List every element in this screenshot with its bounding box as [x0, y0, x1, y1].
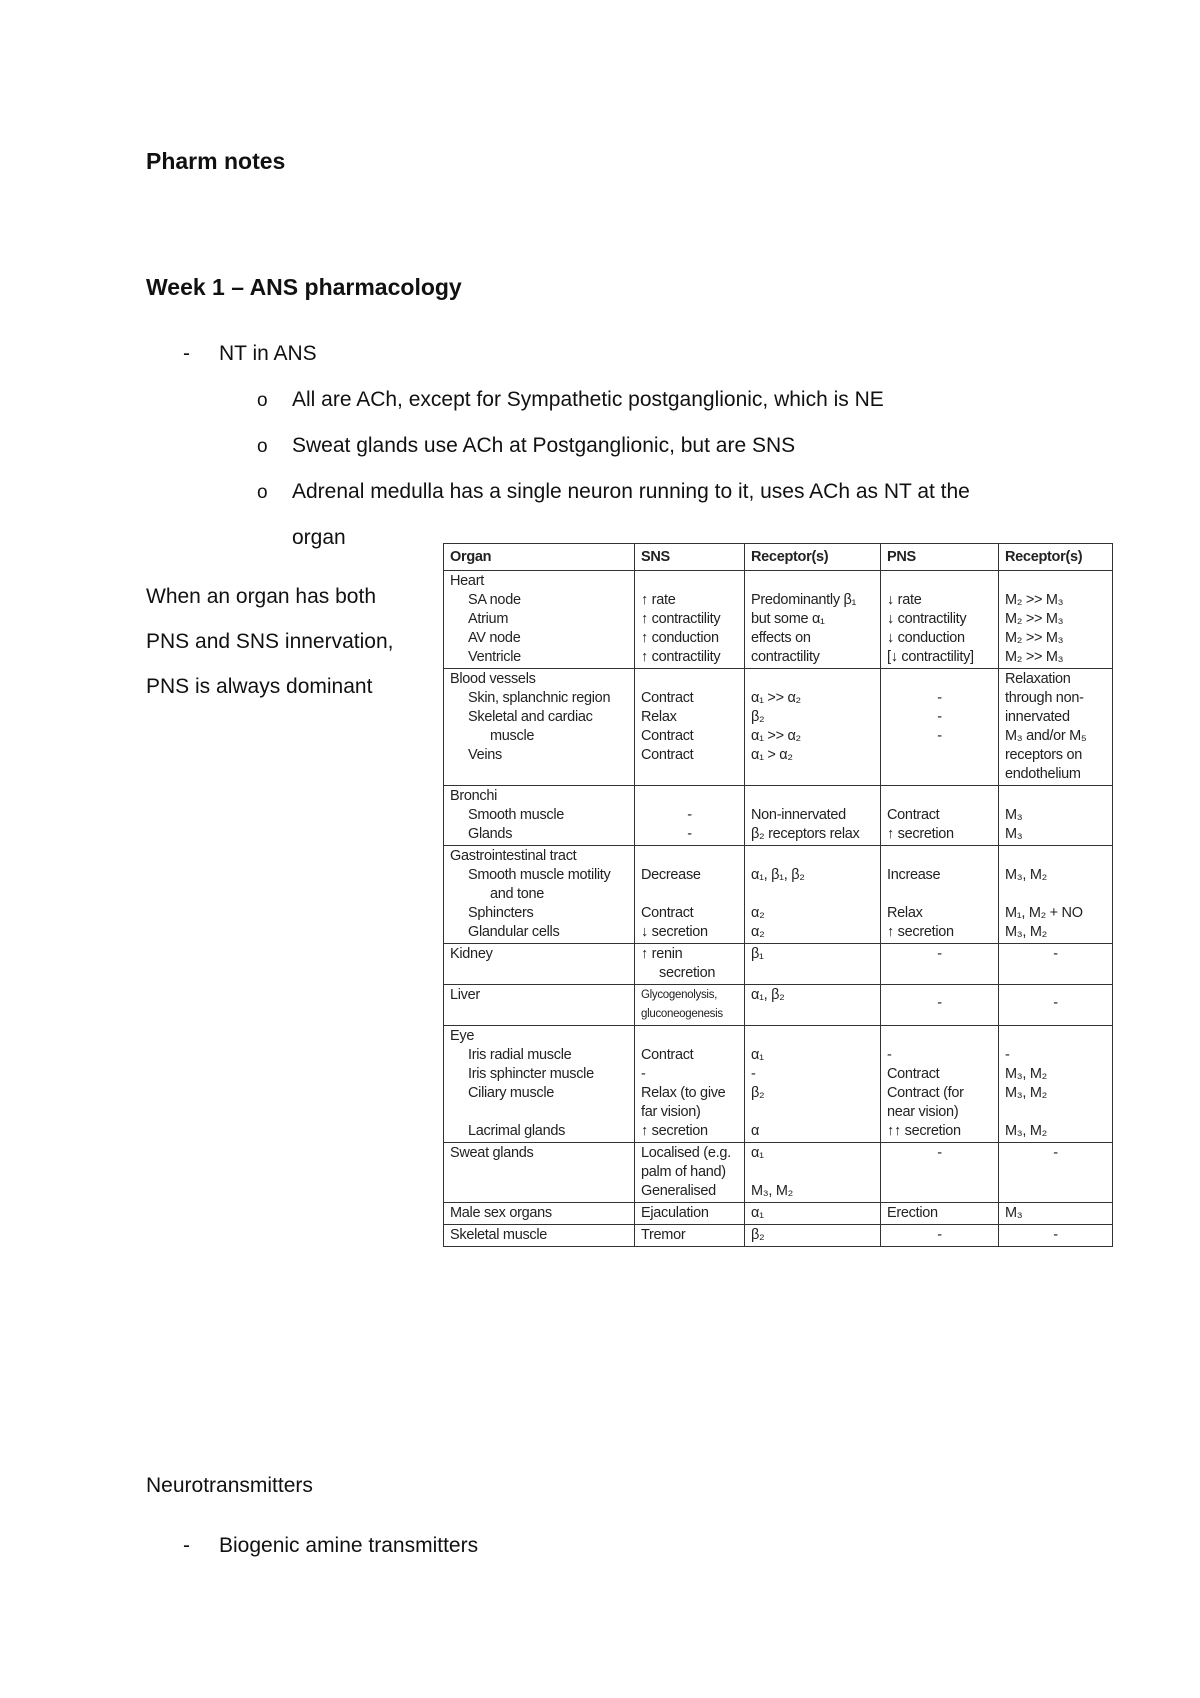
- pns-effect: Increase: [887, 867, 941, 883]
- receptor-pns-cell: [999, 944, 1113, 985]
- receptor-text: M₃, M₂: [1005, 1123, 1047, 1139]
- receptor-text: α₁: [751, 1145, 764, 1161]
- receptor-text: α: [751, 1123, 760, 1139]
- receptor-pns-cell: [999, 985, 1113, 1026]
- receptor-text: β₂: [751, 1085, 765, 1101]
- receptor-text: through non-: [1005, 690, 1084, 706]
- receptor-text: β₁: [751, 946, 764, 962]
- sns-effect: Contract: [641, 747, 694, 763]
- pns-effect: ↑ secretion: [887, 924, 954, 940]
- receptor-pns-cell: [999, 669, 1113, 786]
- sns-effect: ↑ contractility: [641, 611, 721, 627]
- receptor-cell: [745, 571, 881, 669]
- receptor-pns-cell: [999, 571, 1113, 669]
- sns-effect: ↑ renin: [641, 946, 683, 962]
- receptor-text: but some α₁: [751, 611, 825, 627]
- organ-cell: [444, 669, 635, 786]
- sns-cell: [635, 1225, 745, 1247]
- receptor-text: M₃, M₂: [751, 1183, 793, 1199]
- receptor-cell: [745, 944, 881, 985]
- receptor-text: α₁ > α₂: [751, 747, 793, 763]
- side-note-line-3: PNS is always dominant: [146, 675, 373, 698]
- receptor-text: M₂ >> M₃: [1005, 649, 1064, 665]
- sns-effect: Decrease: [641, 867, 701, 883]
- organ-group: Sweat glands: [450, 1145, 534, 1161]
- table-row: [444, 944, 1113, 985]
- receptor-pns-cell: [999, 1026, 1113, 1143]
- sns-effect: far vision): [641, 1104, 701, 1120]
- page-title: Pharm notes: [146, 148, 286, 174]
- pns-effect: ↓ conduction: [887, 630, 965, 646]
- pns-cell: [881, 985, 999, 1026]
- sns-effect: gluconeogenesis: [641, 1008, 723, 1020]
- receptor-text: M₃ and/or M₅: [1005, 728, 1087, 744]
- organ-group: Blood vessels: [450, 671, 536, 687]
- sns-effect: Contract: [641, 1047, 694, 1063]
- organ-cell: [444, 1225, 635, 1247]
- pns-cell: [881, 1225, 999, 1247]
- sns-effect: secretion: [659, 965, 716, 981]
- receptor-pns-cell: [999, 846, 1113, 944]
- pns-effect: ↓ contractility: [887, 611, 967, 627]
- dash-bullet: -: [183, 1534, 190, 1557]
- circle-bullet: o: [257, 482, 268, 503]
- organ-cell: [444, 786, 635, 846]
- organ-cell: [444, 1203, 635, 1225]
- receptor-text: α₁ >> α₂: [751, 728, 801, 744]
- organ-item: Sphincters: [468, 905, 534, 921]
- pns-effect: -: [937, 690, 942, 706]
- pns-cell: [881, 944, 999, 985]
- organ-group: Kidney: [450, 946, 493, 962]
- organ-item: Smooth muscle motility: [468, 867, 611, 883]
- receptor-text: M₁, M₂ + NO: [1005, 905, 1083, 921]
- side-note-line-1: When an organ has both: [146, 585, 376, 608]
- sns-effect: ↑ contractility: [641, 649, 721, 665]
- table-header-row: [444, 544, 1113, 571]
- pns-effect: -: [937, 1145, 942, 1161]
- pns-effect: near vision): [887, 1104, 959, 1120]
- sub-bullet-2: Sweat glands use ACh at Postganglionic, but are SNS: [292, 434, 796, 457]
- sub-bullet-3-continued: organ: [292, 526, 346, 549]
- bullet-biogenic-amines: Biogenic amine transmitters: [219, 1534, 479, 1557]
- table-row: [444, 985, 1113, 1026]
- table-row: [444, 571, 1113, 669]
- pns-cell: [881, 669, 999, 786]
- organ-item: Veins: [468, 747, 502, 763]
- organ-item: Lacrimal glands: [468, 1123, 566, 1139]
- header-receptors-pns: Receptor(s): [999, 544, 1113, 571]
- sns-effect: Contract: [641, 728, 694, 744]
- receptor-text: -: [1053, 995, 1058, 1011]
- receptor-text: α₁: [751, 1047, 764, 1063]
- header-receptors-sns: Receptor(s): [745, 544, 881, 571]
- table-row: [444, 669, 1113, 786]
- pns-effect: Contract: [887, 1066, 940, 1082]
- receptor-text: M₃: [1005, 1205, 1023, 1221]
- receptor-table: [443, 543, 1113, 1247]
- sns-cell: [635, 1026, 745, 1143]
- pns-effect: -: [937, 1227, 942, 1243]
- organ-item: muscle: [490, 728, 535, 744]
- sns-effect: ↑ secretion: [641, 1123, 708, 1139]
- receptor-text: innervated: [1005, 709, 1070, 725]
- receptor-text: Relaxation: [1005, 671, 1071, 687]
- pns-effect: -: [887, 1047, 892, 1063]
- pns-effect: Relax: [887, 905, 923, 921]
- receptor-pns-cell: [999, 1225, 1113, 1247]
- receptor-text: α₁ >> α₂: [751, 690, 801, 706]
- circle-bullet: o: [257, 390, 268, 411]
- sub-bullet-3: Adrenal medulla has a single neuron running to it, uses ACh as NT at the: [292, 480, 970, 503]
- header-sns: SNS: [635, 544, 745, 571]
- pns-effect: -: [937, 995, 942, 1011]
- organ-cell: [444, 1143, 635, 1203]
- receptor-text: M₃, M₂: [1005, 867, 1047, 883]
- receptor-text: endothelium: [1005, 766, 1081, 782]
- receptor-cell: [745, 985, 881, 1026]
- sns-effect: Tremor: [641, 1227, 686, 1243]
- organ-group: Liver: [450, 987, 480, 1003]
- organ-group: Male sex organs: [450, 1205, 552, 1221]
- sns-effect: Localised (e.g.: [641, 1145, 731, 1161]
- receptor-text: M₃: [1005, 807, 1023, 823]
- organ-cell: [444, 985, 635, 1026]
- organ-group: Eye: [450, 1028, 475, 1044]
- table-row: [444, 786, 1113, 846]
- organ-item: Glandular cells: [468, 924, 560, 940]
- sns-effect: ↑ rate: [641, 592, 676, 608]
- sns-effect: Glycogenolysis,: [641, 989, 718, 1001]
- receptor-text: M₂ >> M₃: [1005, 630, 1064, 646]
- pns-effect: ↓ rate: [887, 592, 922, 608]
- sns-effect: ↑ conduction: [641, 630, 719, 646]
- organ-item: and tone: [490, 886, 545, 902]
- receptor-text: α₁, β₁, β₂: [751, 867, 805, 883]
- circle-bullet: o: [257, 436, 268, 457]
- organ-item: Glands: [468, 826, 513, 842]
- receptor-text: -: [751, 1066, 756, 1082]
- header-organ: Organ: [444, 544, 635, 571]
- organ-item: Atrium: [468, 611, 509, 627]
- sns-cell: [635, 985, 745, 1026]
- organ-item: Iris sphincter muscle: [468, 1066, 594, 1082]
- receptor-text: -: [1005, 1047, 1010, 1063]
- organ-item: AV node: [468, 630, 521, 646]
- sns-effect: Contract: [641, 690, 694, 706]
- sns-effect: ↓ secretion: [641, 924, 708, 940]
- table-row: [444, 846, 1113, 944]
- table-row: [444, 1225, 1113, 1247]
- bullet-nt-in-ans: NT in ANS: [219, 342, 317, 365]
- sns-effect: Relax (to give: [641, 1085, 726, 1101]
- sns-cell: [635, 944, 745, 985]
- sns-effect: Contract: [641, 905, 694, 921]
- pns-cell: [881, 786, 999, 846]
- pns-effect: Contract (for: [887, 1085, 964, 1101]
- section-heading: Week 1 – ANS pharmacology: [146, 274, 462, 300]
- receptor-text: M₃: [1005, 826, 1023, 842]
- receptor-text: M₃, M₂: [1005, 924, 1047, 940]
- sns-effect: Relax: [641, 709, 677, 725]
- receptor-cell: [745, 1203, 881, 1225]
- receptor-text: α₁, β₂: [751, 987, 785, 1003]
- sns-cell: [635, 669, 745, 786]
- sns-effect: palm of hand): [641, 1164, 726, 1180]
- table-row: [444, 1143, 1113, 1203]
- pns-cell: [881, 1143, 999, 1203]
- receptor-text: effects on: [751, 630, 811, 646]
- sns-effect: -: [687, 807, 692, 823]
- sns-effect: -: [687, 826, 692, 842]
- dash-bullet: -: [183, 342, 190, 365]
- pns-effect: -: [937, 709, 942, 725]
- pns-cell: [881, 1026, 999, 1143]
- organ-item: SA node: [468, 592, 521, 608]
- organ-group: Heart: [450, 573, 484, 589]
- receptor-pns-cell: [999, 1143, 1113, 1203]
- sns-cell: [635, 1203, 745, 1225]
- pns-effect: ↑↑ secretion: [887, 1123, 961, 1139]
- side-note-line-2: PNS and SNS innervation,: [146, 630, 394, 653]
- receptor-cell: [745, 846, 881, 944]
- sns-cell: [635, 846, 745, 944]
- receptor-pns-cell: [999, 786, 1113, 846]
- pns-effect: Contract: [887, 807, 940, 823]
- receptor-cell: [745, 669, 881, 786]
- organ-cell: [444, 571, 635, 669]
- organ-item: Ciliary muscle: [468, 1085, 555, 1101]
- receptor-text: M₂ >> M₃: [1005, 611, 1064, 627]
- section-neurotransmitters: Neurotransmitters: [146, 1474, 313, 1497]
- sns-cell: [635, 1143, 745, 1203]
- organ-group: Bronchi: [450, 788, 498, 804]
- organ-item: Ventricle: [468, 649, 521, 665]
- receptor-cell: [745, 786, 881, 846]
- receptor-text: α₂: [751, 905, 765, 921]
- receptor-text: Predominantly β₁: [751, 592, 857, 608]
- receptor-text: α₂: [751, 924, 765, 940]
- receptor-text: -: [1053, 1145, 1058, 1161]
- receptor-cell: [745, 1143, 881, 1203]
- organ-item: Skin, splanchnic region: [468, 690, 611, 706]
- pns-effect: ↑ secretion: [887, 826, 954, 842]
- organ-cell: [444, 1026, 635, 1143]
- pns-effect: Erection: [887, 1205, 938, 1221]
- receptor-text: β₂: [751, 709, 765, 725]
- receptor-text: M₃, M₂: [1005, 1066, 1047, 1082]
- receptor-text: receptors on: [1005, 747, 1082, 763]
- pns-effect: -: [937, 946, 942, 962]
- pns-cell: [881, 846, 999, 944]
- sns-effect: Ejaculation: [641, 1205, 709, 1221]
- organ-group: Gastrointestinal tract: [450, 848, 577, 864]
- pns-cell: [881, 1203, 999, 1225]
- receptor-text: M₃, M₂: [1005, 1085, 1047, 1101]
- sns-cell: [635, 571, 745, 669]
- receptor-text: M₂ >> M₃: [1005, 592, 1064, 608]
- sns-effect: -: [641, 1066, 646, 1082]
- organ-group: Skeletal muscle: [450, 1227, 548, 1243]
- receptor-text: α₁: [751, 1205, 764, 1221]
- organ-item: Smooth muscle: [468, 807, 565, 823]
- receptor-text: -: [1053, 946, 1058, 962]
- sub-bullet-1: All are ACh, except for Sympathetic postganglionic, which is NE: [292, 388, 884, 411]
- organ-item: Iris radial muscle: [468, 1047, 572, 1063]
- receptor-text: β₂ receptors relax: [751, 826, 860, 842]
- pns-effect: [↓ contractility]: [887, 649, 974, 665]
- receptor-text: Non-innervated: [751, 807, 846, 823]
- sns-effect: Generalised: [641, 1183, 716, 1199]
- receptor-text: contractility: [751, 649, 820, 665]
- organ-item: Skeletal and cardiac: [468, 709, 593, 725]
- sns-cell: [635, 786, 745, 846]
- receptor-cell: [745, 1225, 881, 1247]
- table-row: [444, 1203, 1113, 1225]
- pns-effect: -: [937, 728, 942, 744]
- receptor-pns-cell: [999, 1203, 1113, 1225]
- pns-cell: [881, 571, 999, 669]
- organ-cell: [444, 846, 635, 944]
- organ-cell: [444, 944, 635, 985]
- header-pns: PNS: [881, 544, 999, 571]
- receptor-text: β₂: [751, 1227, 765, 1243]
- table-row: [444, 1026, 1113, 1143]
- receptor-text: -: [1053, 1227, 1058, 1243]
- receptor-cell: [745, 1026, 881, 1143]
